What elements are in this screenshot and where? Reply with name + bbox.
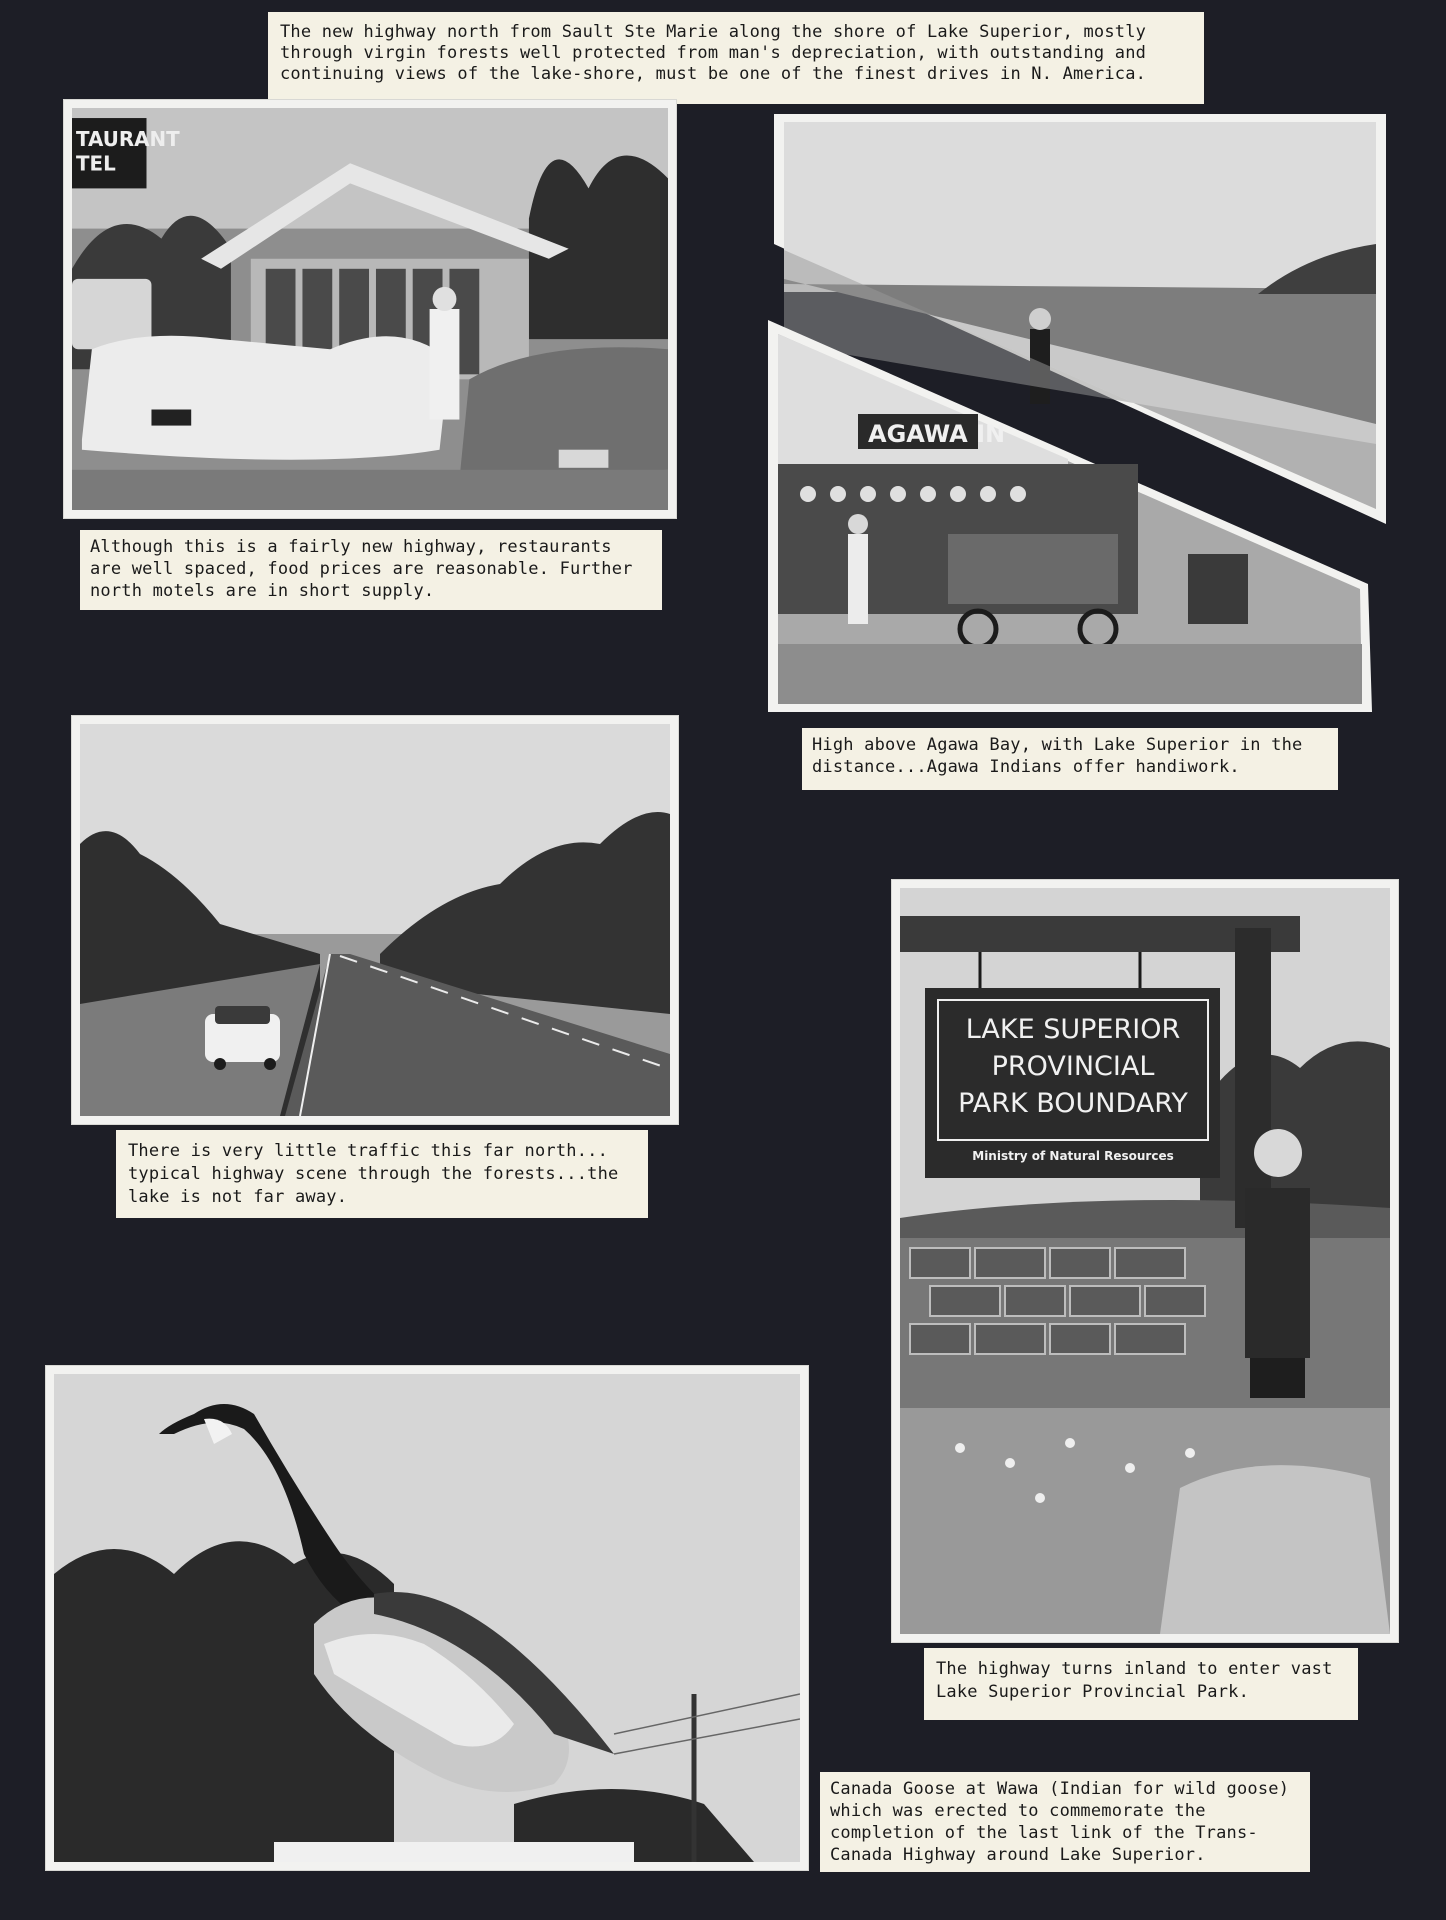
park-sign-line1: LAKE SUPERIOR (965, 1014, 1181, 1045)
park-sign-line2: PROVINCIAL (991, 1051, 1155, 1082)
park-sign-line4: Ministry of Natural Resources (972, 1149, 1174, 1163)
restaurant-sign-text: TAURANT (75, 127, 180, 152)
highway-caption: There is very little traffic this far north... typical highway scene through the forests...the lake is not far away. (116, 1130, 648, 1218)
goose-caption: Canada Goose at Wawa (Indian for wild goose) which was erected to commemorate the completion of the last link of the Trans- Canada Highway around Lake Superior. (820, 1772, 1310, 1872)
park-caption: The highway turns inland to enter vast Lake Superior Provincial Park. (924, 1648, 1358, 1720)
park-boundary-photo (892, 880, 1398, 1642)
agawa-sign-text: AGAWA IN (868, 420, 1006, 448)
intro-caption: The new highway north from Sault Ste Marie along the shore of Lake Superior, mostly through virgin forests well protected from man's depreciation, with outstanding and continuing views of the lake-shore, must be one of the finest drives in N. America. (268, 12, 1204, 104)
agawa-bay-photo (768, 114, 1386, 712)
restaurant-photo (64, 100, 676, 518)
motel-sign-text: TEL (75, 151, 116, 176)
agawa-caption: High above Agawa Bay, with Lake Superior in the distance...Agawa Indians offer handiwork. (802, 728, 1338, 790)
highway-photo (72, 716, 678, 1124)
park-sign-line3: PARK BOUNDARY (958, 1088, 1188, 1119)
canada-goose-photo (46, 1366, 808, 1870)
restaurant-caption: Although this is a fairly new highway, restaurants are well spaced, food prices are reasonable. Further north motels are in short supply. (80, 530, 662, 610)
